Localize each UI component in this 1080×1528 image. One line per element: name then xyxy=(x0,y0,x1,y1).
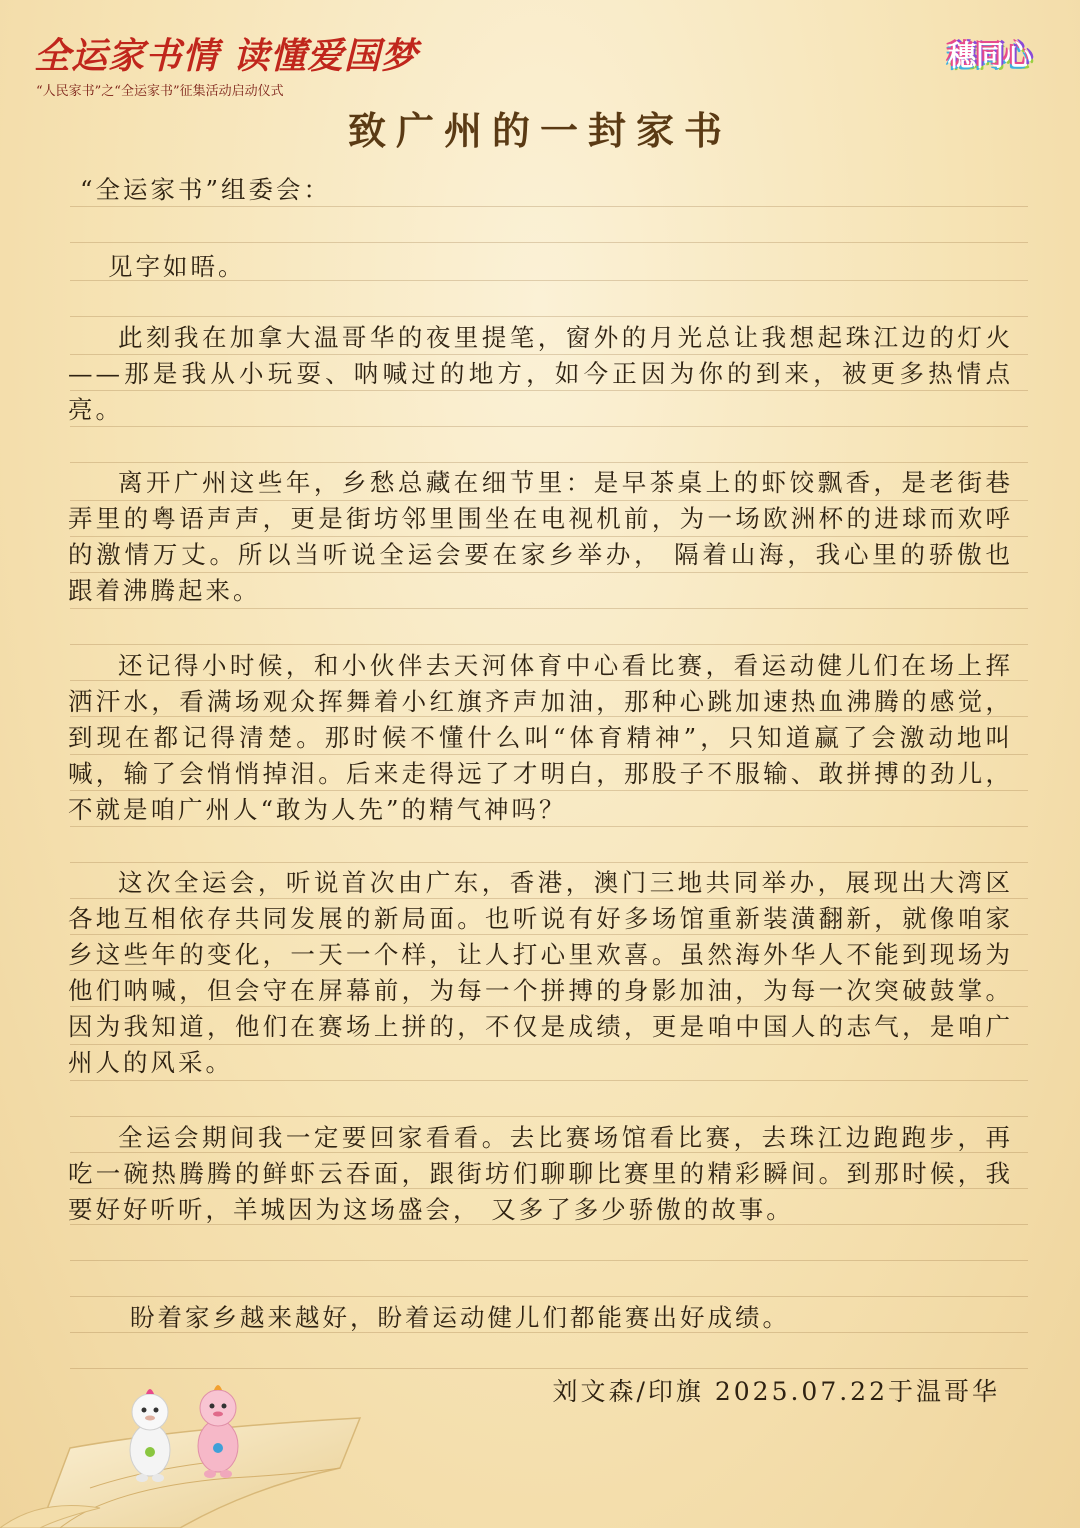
page-title: 致广州的一封家书 xyxy=(347,108,732,153)
campaign-subtitle: “人民家书”之“全运家书”征集活动启动仪式 xyxy=(36,84,284,99)
letter-greeting: 见字如晤。 xyxy=(108,252,246,281)
mascot-illustration xyxy=(110,1380,260,1490)
pink-mascot-icon xyxy=(198,1385,238,1478)
letter-paragraph-5: 全运会期间我一定要回家看看。去比赛场馆看比赛，去珠江边跑跑步，再吃一碗热腾腾的鲜虾云吞面，跟街坊们聊聊比赛里的精彩瞬间。到那时候，我要好好听听，羊城因为这场盛会， 又多了多少骄傲的故事。 xyxy=(68,1123,1013,1224)
logo-text-part2: 读懂爱国梦 xyxy=(233,35,419,77)
brand-badge: 穗同心 xyxy=(947,39,1032,72)
letter-paragraph-6: 盼着家乡越来越好，盼着运动健儿们都能赛出好成绩。 xyxy=(130,1303,790,1332)
letter-paragraph-1: 此刻我在加拿大温哥华的夜里提笔，窗外的月光总让我想起珠江边的灯火——那是我从小玩耍、呐喊过的地方，如今正因为你的到来，被更多热情点亮。 xyxy=(68,323,1013,424)
campaign-logo xyxy=(34,28,418,79)
letter-signature: 刘文森/印旗 2025.07.22于温哥华 xyxy=(552,1377,1000,1406)
logo-text-part1: 全运家书情 xyxy=(34,35,220,77)
letter-salutation: “全运家书”组委会： xyxy=(80,175,332,204)
letter-paragraph-2: 离开广州这些年，乡愁总藏在细节里：是早茶桌上的虾饺飘香，是老街巷弄里的粤语声声，更是街坊邻里围坐在电视机前，为一场欧洲杯的进球而欢呼的激情万丈。所以当听说全运会要在家乡举办， 隔着山海，我心里的骄傲也跟着沸腾起来。 xyxy=(68,468,1013,605)
letter-paragraph-3: 还记得小时候，和小伙伴去天河体育中心看比赛，看运动健儿们在场上挥洒汗水，看满场观众挥舞着小红旗齐声加油，那种心跳加速热血沸腾的感觉，到现在都记得清楚。那时候不懂什么叫“体育精神”，只知道赢了会激动地叫喊，输了会悄悄掉泪。后来走得远了才明白，那股子不服输、敢拼搏的劲儿，不就是咱广州人“敢为人先”的精气神吗？ xyxy=(68,651,1013,824)
white-mascot-icon xyxy=(130,1389,170,1482)
letter-paragraph-4: 这次全运会，听说首次由广东，香港，澳门三地共同举办，展现出大湾区各地互相依存共同发展的新局面。也听说有好多场馆重新装潢翻新，就像咱家乡这些年的变化，一天一个样，让人打心里欢喜。虽然海外华人不能到现场为他们呐喊，但会守在屏幕前，为每一个拼搏的身影加油，为每一次突破鼓掌。因为我知道，他们在赛场上拼的，不仅是成绩，更是咱中国人的志气，是咱广州人的风采。 xyxy=(68,868,1013,1077)
